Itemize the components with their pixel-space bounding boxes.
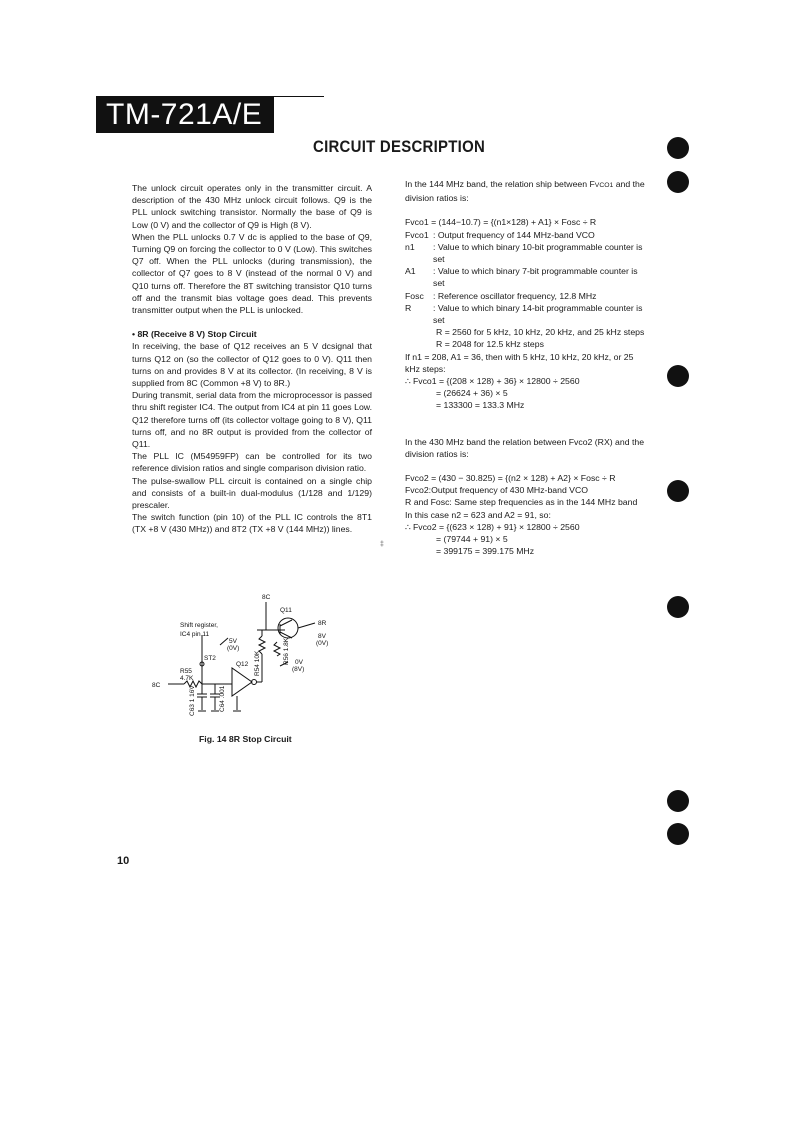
definition: Fvco2:Output frequency of 430 MHz-band VCO bbox=[405, 485, 589, 496]
label-8c-left: 8C bbox=[152, 682, 161, 689]
label-0v-alt: (8V) bbox=[292, 666, 305, 673]
page-number: 10 bbox=[117, 855, 130, 867]
equation: Fvco2 = (430 − 30.825) = {(n2 × 128) + A2} × Fosc ÷ R bbox=[405, 473, 616, 484]
label-0v: 0V bbox=[295, 659, 303, 666]
label-r54: R54 10K bbox=[254, 650, 261, 676]
punch-hole bbox=[667, 790, 689, 812]
figure-caption: Fig. 14 8R Stop Circuit bbox=[199, 734, 292, 744]
definition: R and Fosc: Same step frequencies as in the 144 MHz band bbox=[405, 497, 638, 508]
paragraph: In the 430 MHz band the relation between Fvco2 (RX) and the division ratios is: bbox=[405, 436, 645, 459]
paragraph: In receiving, the base of Q12 receives an 5 V dcsignal that turns Q12 on (so the collector of Q12 goes to 0 V). Q11 then turns on and provides 8 V at its collector. (In receiving, 8 V is supplied from 8C (Common +8 V) to 8R.) bbox=[132, 341, 372, 389]
label-8v: 8V bbox=[318, 633, 326, 640]
label-shift-register: Shift register, bbox=[180, 622, 218, 629]
right-column bbox=[405, 178, 649, 557]
definition: R : Value to which binary 14-bit programmable counter is set bbox=[405, 302, 643, 326]
label-r55-value: 4.7K bbox=[180, 675, 194, 682]
label-ic4-pin: IC4 pin 11 bbox=[180, 631, 210, 638]
punch-hole bbox=[667, 365, 689, 387]
label-st2: ST2 bbox=[204, 655, 216, 662]
stray-mark: ‡ bbox=[380, 541, 384, 548]
calculation: = (79744 + 91) × 5 bbox=[436, 534, 508, 545]
schematic-8r-stop bbox=[140, 590, 340, 720]
paragraph: When the PLL unlocks 0.7 V dc is applied to the base of Q9, Turning Q9 on forcing the collector to 0 V (Low). This switches Q7 off. When the PLL unlocks (during transmission), the collector of Q7 goes to 8 V (instead of the normal 0 V) and Q10 turns off. Therefore the 8T switching transistor Q10 turns off and the transmit bias voltage goes dead. This prevents transmitter output when the PLL is unlocked. bbox=[132, 231, 372, 316]
calculation: ∴ Fvco2 = {(623 × 128) + 91} × 12800 ÷ 2560 bbox=[405, 521, 580, 532]
label-c63: C63 1 16V bbox=[189, 685, 196, 716]
label-q11: Q11 bbox=[280, 607, 292, 614]
label-5v-alt: (0V) bbox=[227, 645, 240, 652]
paragraph: In this case n2 = 623 and A2 = 91, so: bbox=[405, 509, 551, 520]
r-value: R = 2560 for 5 kHz, 10 kHz, 20 kHz, and 25 kHz steps bbox=[436, 327, 645, 338]
label-r55: R55 bbox=[180, 668, 192, 675]
definition: A1 : Value to which binary 7-bit programmable counter is set bbox=[405, 266, 638, 289]
equation: Fvco1 = (144−10.7) = {(n1×128) + A1} × Fosc ÷ R bbox=[405, 217, 597, 228]
left-column bbox=[132, 182, 372, 536]
definition: Fosc : Reference oscillator frequency, 12.8 MHz bbox=[405, 290, 597, 301]
punch-hole bbox=[667, 823, 689, 845]
paragraph: If n1 = 208, A1 = 36, then with 5 kHz, 10 kHz, 20 kHz, or 25 kHz steps: bbox=[405, 351, 634, 374]
model-title: TM-721A/E bbox=[96, 96, 274, 133]
punch-hole bbox=[667, 137, 689, 159]
label-5v: 5V bbox=[229, 638, 237, 645]
label-q12: Q12 bbox=[236, 661, 249, 668]
paragraph: The pulse-swallow PLL circuit is contained on a single chip and consists of a built-in dual-modulus (1/128 and 1/129) prescaler. bbox=[132, 475, 372, 511]
definition: n1 : Value to which binary 10-bit programmable counter is set bbox=[405, 241, 643, 265]
punch-hole bbox=[667, 480, 689, 502]
label-c64: C64 .001 bbox=[219, 685, 226, 712]
paragraph: During transmit, serial data from the microprocessor is passed thru shift register IC4. The output from IC4 at pin 11 goes Low. Q12 therefore turns off (its collector voltage going to 8 V), Q11 turns off, and no 8R output is provided from the collector of Q11. bbox=[132, 390, 372, 450]
paragraph: The PLL IC (M54959FP) can be controlled for its two reference division ratios and single comparison division ratio. bbox=[132, 451, 372, 474]
calculation: = (26624 + 36) × 5 bbox=[436, 388, 508, 399]
r-value: R = 2048 for 12.5 kHz steps bbox=[436, 339, 544, 350]
paragraph: The switch function (pin 10) of the PLL IC controls the 8T1 (TX +8 V (430 MHz)) and 8T2 (TX +8 V (144 MHz)) lines. bbox=[132, 512, 372, 535]
label-8v-alt: (0V) bbox=[316, 640, 329, 647]
punch-hole bbox=[667, 171, 689, 193]
definition: Fvco1 : Output frequency of 144 MHz-band VCO bbox=[405, 229, 595, 240]
section-title: CIRCUIT DESCRIPTION bbox=[313, 137, 486, 156]
subheading: • 8R (Receive 8 V) Stop Circuit bbox=[132, 329, 257, 340]
punch-hole bbox=[667, 596, 689, 618]
label-8r: 8R bbox=[318, 620, 327, 627]
header-rule bbox=[274, 96, 324, 97]
paragraph: In the 144 MHz band, the relation ship between FVCO1 and the division ratios is: bbox=[405, 179, 645, 204]
calculation: ∴ Fvco1 = {(208 × 128) + 36} × 12800 ÷ 2560 bbox=[405, 376, 580, 387]
calculation: = 133300 = 133.3 MHz bbox=[436, 400, 525, 411]
calculation: = 399175 = 399.175 MHz bbox=[436, 546, 535, 557]
label-8c-top: 8C bbox=[262, 594, 271, 601]
label-r56: R56 1.8K bbox=[283, 637, 290, 665]
paragraph: The unlock circuit operates only in the transmitter circuit. A description of the 430 MHz unlock circuit follows. Q9 is the PLL unlock switching transistor. Normally the base of Q9 is Low (0 V) and the collector of Q9 is High (8 V). bbox=[132, 183, 372, 230]
